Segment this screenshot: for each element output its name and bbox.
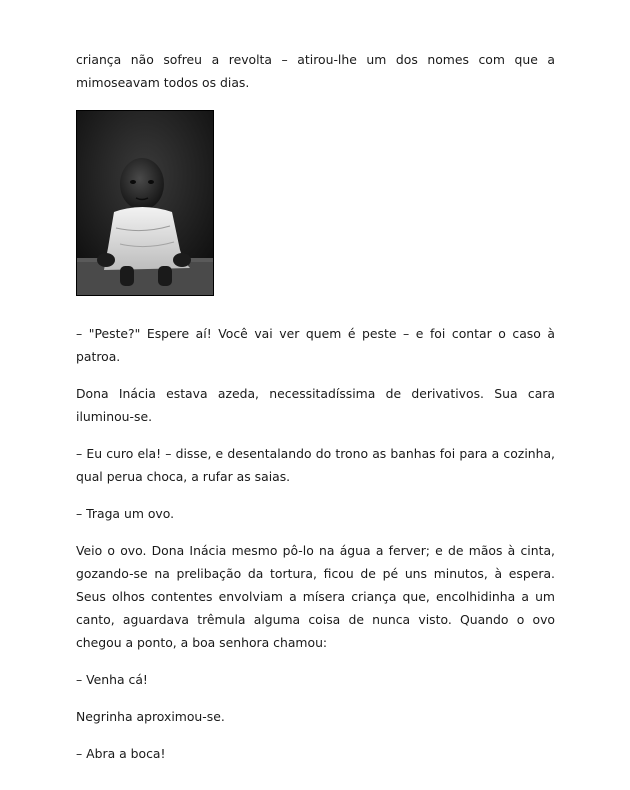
paragraph-7: – Venha cá! <box>76 672 148 687</box>
paragraph-2: – "Peste?" Espere aí! Você vai ver quem é peste – e foi contar o caso à patroa. <box>76 326 555 364</box>
paragraph-5: – Traga um ovo. <box>76 506 175 521</box>
paragraph-6: Veio o ovo. Dona Inácia mesmo pô-lo na água a ferver; e de mãos à cinta, gozando-se na prelibação da tortura, ficou de pé uns minutos, à espera. Seus olhos contentes envolviam a mísera criança que, encolhidinha a um canto, aguardava trêmula alguma coisa de nunca visto. Quando o ovo chegou a ponto, a boa senhora chamou: <box>76 543 555 650</box>
document-page <box>76 48 555 779</box>
paragraph-4: – Eu curo ela! – disse, e desentalando do trono as banhas foi para a cozinha, qual perua choca, a rufar as saias. <box>76 446 555 484</box>
paragraph-8: Negrinha aproximou-se. <box>76 709 225 724</box>
child-photograph <box>76 110 214 296</box>
paragraph-1: criança não sofreu a revolta – atirou-lhe um dos nomes com que a mimoseavam todos os dias. <box>76 52 555 90</box>
paragraph-3: Dona Inácia estava azeda, necessitadíssima de derivativos. Sua cara iluminou-se. <box>76 386 555 424</box>
paragraph-9: – Abra a boca! <box>76 746 166 761</box>
